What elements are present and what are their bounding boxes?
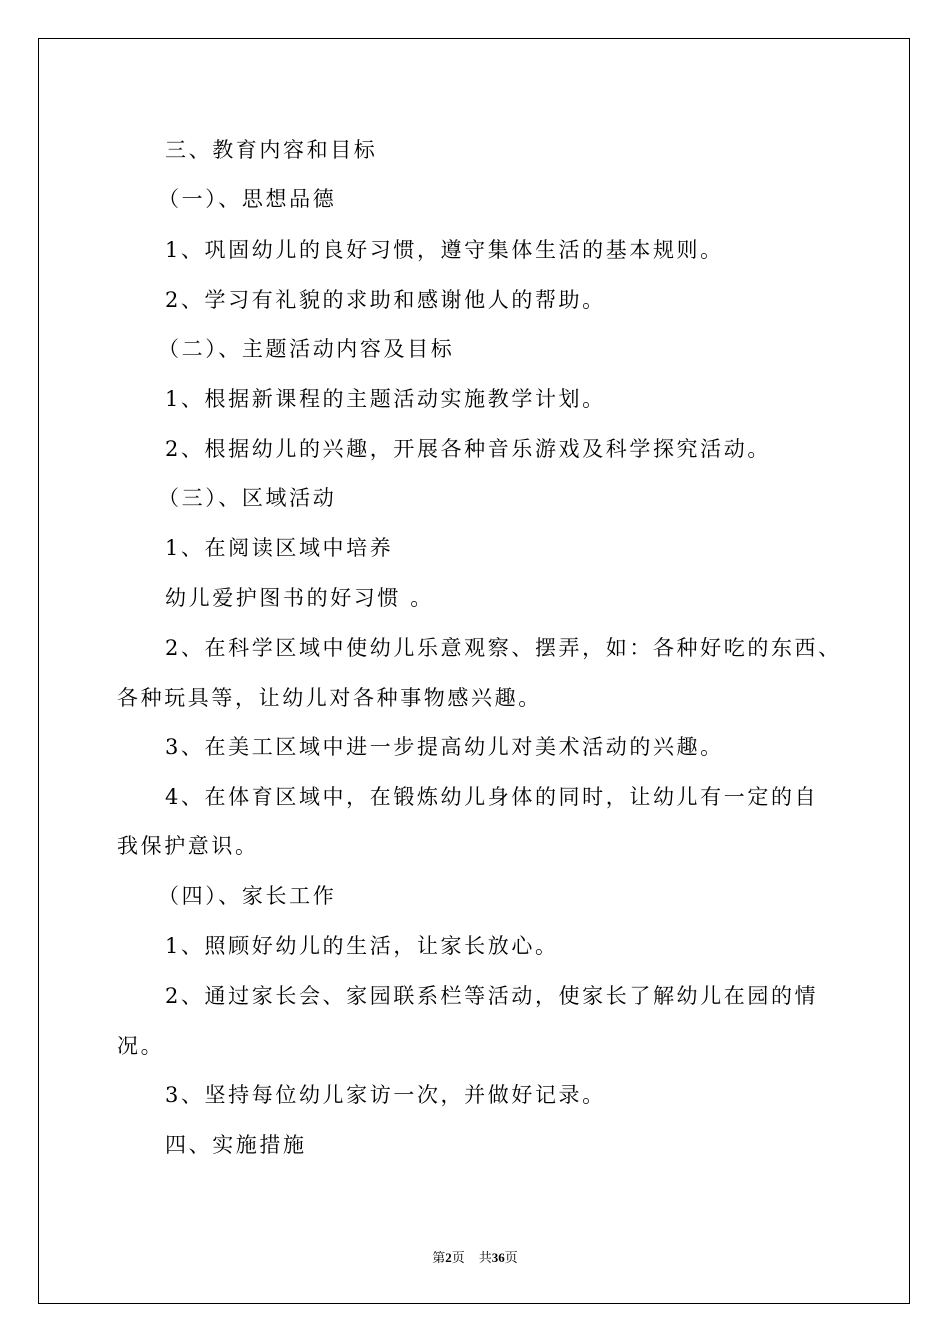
page-border [38,38,910,1304]
subsection-heading: （一）、思想品德 [158,187,337,211]
paragraph-line: 况。 [117,1034,165,1058]
paragraph-line: 1、照顾好幼儿的生活，让家长放心。 [165,934,559,958]
subsection-heading: （四）、家长工作 [158,884,337,908]
paragraph-line: 3、坚持每位幼儿家访一次，并做好记录。 [165,1083,606,1107]
paragraph-line: 1、根据新课程的主题活动实施教学计划。 [165,387,606,411]
paragraph-line: 1、在阅读区域中培养 [165,536,394,560]
page-prefix: 第 [432,1250,446,1265]
total-suffix: 页 [504,1250,518,1265]
paragraph-line: 4、在体育区域中，在锻炼幼儿身体的同时，让幼儿有一定的自 [165,785,819,809]
section-heading: 四、实施措施 [165,1133,307,1157]
page-footer [0,1247,950,1266]
page-current: 2 [445,1250,452,1265]
paragraph-line: 3、在美工区域中进一步提高幼儿对美术活动的兴趣。 [165,735,724,759]
section-heading: 三、教育内容和目标 [165,138,378,162]
paragraph-line: 幼儿爱护图书的好习惯 。 [165,586,434,610]
paragraph-line: 2、学习有礼貌的求助和感谢他人的帮助。 [165,288,606,312]
subsection-heading: （三）、区域活动 [158,486,337,510]
paragraph-line: 我保护意识。 [117,834,259,858]
page-total: 36 [491,1250,505,1265]
paragraph-line: 2、在科学区域中使幼儿乐意观察、摆弄，如：各种好吃的东西、 [165,636,842,660]
paragraph-line: 1、巩固幼儿的良好习惯，遵守集体生活的基本规则。 [165,238,724,262]
paragraph-line: 各种玩具等，让幼儿对各种事物感兴趣。 [117,686,542,710]
paragraph-line: 2、通过家长会、家园联系栏等活动，使家长了解幼儿在园的情 [165,984,819,1008]
subsection-heading: （二）、主题活动内容及目标 [158,337,455,361]
page-suffix: 页 [451,1250,465,1265]
total-prefix: 共 [478,1250,492,1265]
paragraph-line: 2、根据幼儿的兴趣，开展各种音乐游戏及科学探究活动。 [165,437,771,461]
